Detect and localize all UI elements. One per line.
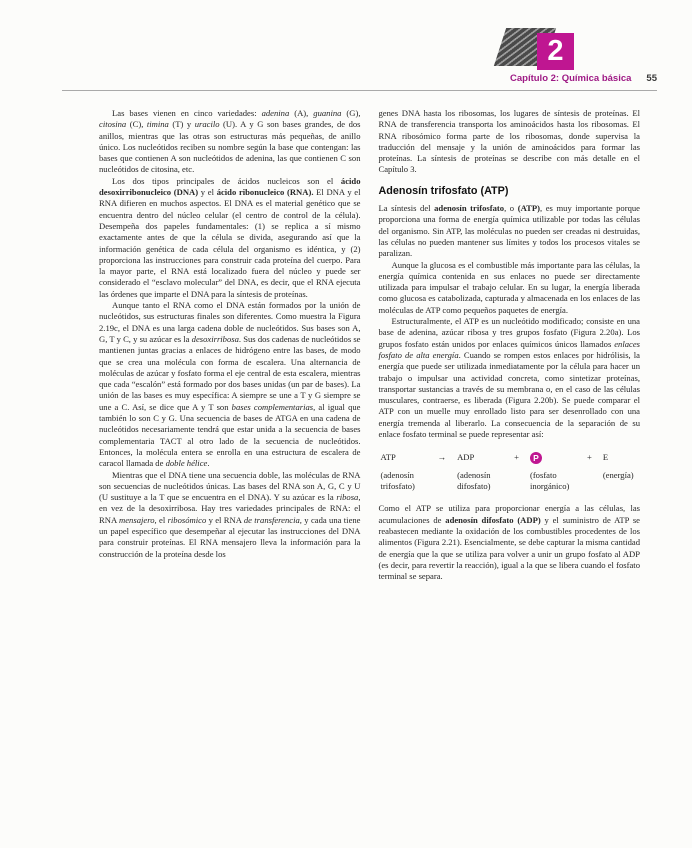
text-run: . Sus dos cadenas de nucleótidos se mantienen juntas gracias a enlaces de hidrógeno entre las bases, de modo que se crea una molécula con forma de escalera. Una alternancia de moléculas de azúcar y fosfato forma el eje central de esta escalera, mientras que cada “escalón” está formado por dos bases unidas (un par de bases). La unión de las bases es muy específica: A siempre se une a T y G siempre se une a C. Así, se dice que A y T son <box>99 333 361 412</box>
text-run: , o <box>504 203 518 214</box>
bold-term: (ATP) <box>517 203 540 214</box>
eq-phosphate <box>530 452 576 491</box>
text-run: , en vez de la desoxirribosa. Hay tres variedades principales de RNA: el RNA <box>99 492 361 525</box>
italic-term: uracilo <box>194 119 220 130</box>
phosphate-symbol: P <box>530 452 542 464</box>
paragraph <box>99 176 361 300</box>
text-run: (T) y <box>168 119 195 130</box>
bold-term: adenosín trifosfato <box>434 203 505 214</box>
italic-term: desoxirribosa <box>191 333 239 344</box>
text-run: , y cada una tiene un papel específico que desempeñar al ejecutar las instrucciones del DNA para construir proteínas. El RNA mensajero lleva la información para la construcción de la proteína desde los <box>99 514 361 559</box>
eq-phosphate-label: (fosfato inorgánico) <box>529 470 570 491</box>
text-run: y el RNA <box>206 514 244 525</box>
italic-term: citosina <box>99 119 127 130</box>
text-run: y el <box>198 187 217 198</box>
left-column-flow <box>99 108 361 560</box>
text-run: , al igual que también lo son C y G. Una secuencia de bases de ATGA en una cadena de nucleótidos necesariamente tendrá que estar unida a la secuencia de bases complementaria TACT al otro lado de la secuencia de nucleótidos. Entonces, la molécula entera se enrolla en una estructura de escalera de caracol llamada de <box>99 401 361 469</box>
eq-atp <box>381 452 427 491</box>
eq-adp <box>457 452 503 491</box>
paragraph <box>99 470 361 560</box>
paragraph <box>379 108 641 176</box>
paragraph <box>99 108 361 176</box>
phosphate-icon <box>530 452 576 465</box>
bold-term: ácido ribonucleico (RNA). <box>216 187 314 198</box>
italic-term: ribosómico <box>167 514 207 525</box>
text-run: y el suministro de ATP se reabastecen mediante la oxidación de los combustibles procedentes de los alimentos (Figura 2.21). Esencialmente, se debe capturar la misma cantidad de energía que la que se utiliza para volver a unir un grupo fosfato al ADP (es decir, para revertir la reacción), igual a la que se libera cuando el fosfato terminal se separa. <box>378 514 640 582</box>
italic-term: bases complementarias <box>231 401 314 412</box>
text-run: Aunque tanto el RNA como el DNA están formados por la unión de nucleótidos, sus estructuras finales son diferentes. Como muestra la Figura 2.19c, el DNA es una larga cadena doble de nucleótidos. Sus bases son A, G, T y C, y su azúcar es la <box>99 300 361 344</box>
bold-term: adenosín difosfato (ADP) <box>445 514 541 525</box>
italic-term: mensajero <box>119 514 155 525</box>
page-number: 55 <box>646 73 657 84</box>
paragraph <box>379 260 641 316</box>
text-run: Aunque la glucosa es el combustible más importante para las células, la energía química contenida en sus enlaces no puede ser directamente utilizada para impulsar el trabajo celular. En su lugar, la energía liberada como glucosa es catabolizada, capturada y almacenada en los enlaces de las moléculas de ATP como pequeños paquetes de energía. <box>378 259 640 315</box>
italic-term: doble hélice <box>165 458 208 469</box>
right-column-bottom <box>379 503 641 582</box>
eq-plus-1: + <box>514 452 519 463</box>
chapter-title: Capítulo 2: Química básica <box>510 73 632 84</box>
text-run: Mientras que el DNA tiene una secuencia doble, las moléculas de RNA son secuencias de nucleótidos únicas. Las bases del RNA son A, G, C y U (U sustituye a la T que se encuentra en el DNA). Y su azúcar es la <box>99 469 361 503</box>
bold-term: ácido desoxirribonucleico (DNA) <box>99 175 361 198</box>
chapter-tab <box>500 26 574 72</box>
right-column <box>379 108 641 582</box>
italic-term: adenina <box>261 108 290 118</box>
atp-section-heading: Adenosín trifosfato (ATP) <box>378 184 509 197</box>
eq-plus-2: + <box>586 452 592 463</box>
content <box>99 108 640 582</box>
right-column-top <box>379 108 641 176</box>
eq-energy-label: (energía) <box>602 470 634 481</box>
italic-term: de transferencia <box>243 514 300 525</box>
paragraph <box>379 316 641 440</box>
text-run: . <box>207 458 210 469</box>
page-header <box>62 73 657 84</box>
text-run: . Cuando se rompen estos enlaces por hidrólisis, la energía que puede ser utilizada inmediatamente por la célula para hacer un trabajo o impulsar una actividad concreta, como sintetizar proteínas, transportar sustancias a través de su membrana o, en el caso de las células musculares, contraerse, es liberada (Figura 2.20b). Se puede comparar el ATP con un muelle muy enrollado listo para ser desenrollado con una energía tremenda al liberarlo. La consecuencia de la separación de su enlace fosfato terminal se puede representar así: <box>378 349 640 440</box>
eq-arrow: → <box>437 452 447 463</box>
left-column <box>99 108 361 582</box>
italic-term: ribosa <box>336 492 359 503</box>
text-run: , el <box>154 514 168 525</box>
italic-term: guanina <box>313 108 342 118</box>
chapter-number: 2 <box>537 33 574 70</box>
text-run: genes DNA hasta los ribosomas, los lugares de síntesis de proteínas. El RNA de transferencia transporta los aminoácidos hasta los ribosomas. El RNA ribosómico forma parte de los ribosomas, donde supervisa la traducción del mensaje y la unión de aminoácidos para formar las proteínas. La síntesis de proteínas se describe con más detalle en el Capítulo 3. <box>378 108 640 175</box>
text-run: , es muy importante porque proporciona una forma de energía química utilizable por todas las células del organismo. Sin ATP, las moléculas no pueden ser creadas ni destruidas, las células no pueden mantener sus límites y todos los procesos vitales se paralizan. <box>378 203 640 259</box>
text-run: (U). A y G son bases grandes, de dos anillos, mientras que las otras son estructuras más pequeñas, de anillo único. Los nucleótidos reciben su nombre según la base que contengan: las bases que contienen A son nucleótidos de adenina, las que contienen C son nucleótidos de citosina, etc. <box>99 119 361 175</box>
text-run: (C), <box>126 119 147 130</box>
paragraph <box>379 503 641 582</box>
paragraph <box>99 300 361 469</box>
text-run: Como el ATP se utiliza para proporcionar energía a las células, las acumulaciones de <box>378 503 640 525</box>
eq-adp-term: ADP <box>457 452 475 463</box>
right-column-mid <box>379 203 641 440</box>
text-run: Las bases vienen en cinco variedades: <box>112 108 262 118</box>
text-run: La síntesis del <box>378 203 435 214</box>
text-run: Los dos tipos principales de ácidos nucleicos son el <box>112 175 341 186</box>
italic-term: enlaces fosfato de alta energía <box>378 338 640 360</box>
text-run: Estructuralmente, el ATP es un nucleótido modificado; consiste en una base de adenina, azúcar ribosa y tres grupos fosfato (Figura 2.20a). Los grupos fosfato están unidos por enlaces químicos únicos llamados <box>378 316 640 349</box>
eq-atp-term: ATP <box>380 452 396 463</box>
italic-term: timina <box>146 119 169 130</box>
header-rule <box>62 90 657 91</box>
eq-atp-label: (adenosín trifosfato) <box>380 470 415 491</box>
text-run: El DNA y el RNA difieren en muchos aspectos. El DNA es el material genético que se encuentra dentro del núcleo celular (el centro de control de la célula). Desempeña dos papeles fundamentales: (1) se replica a sí mismo exactamente antes de que la célula se divida, asegurando así que la información genética de cada célula del organismo es idéntica, y (2) proporciona las instrucciones para construir cada proteína del cuerpo. Para la mayor parte, el RNA está localizado fuera del núcleo y puede ser considerado el “esclavo molecular” del DNA, es decir, que el RNA ejecuta las órdenes que imparte el DNA para la síntesis de proteínas. <box>99 187 361 299</box>
paragraph <box>379 203 641 259</box>
eq-energy <box>603 452 634 481</box>
eq-energy-term: E <box>602 452 609 463</box>
eq-adp-label: (adenosín difosfato) <box>457 470 491 491</box>
text-run: (A), <box>289 108 314 118</box>
atp-equation <box>381 452 641 491</box>
text-run: (G), <box>341 108 361 118</box>
